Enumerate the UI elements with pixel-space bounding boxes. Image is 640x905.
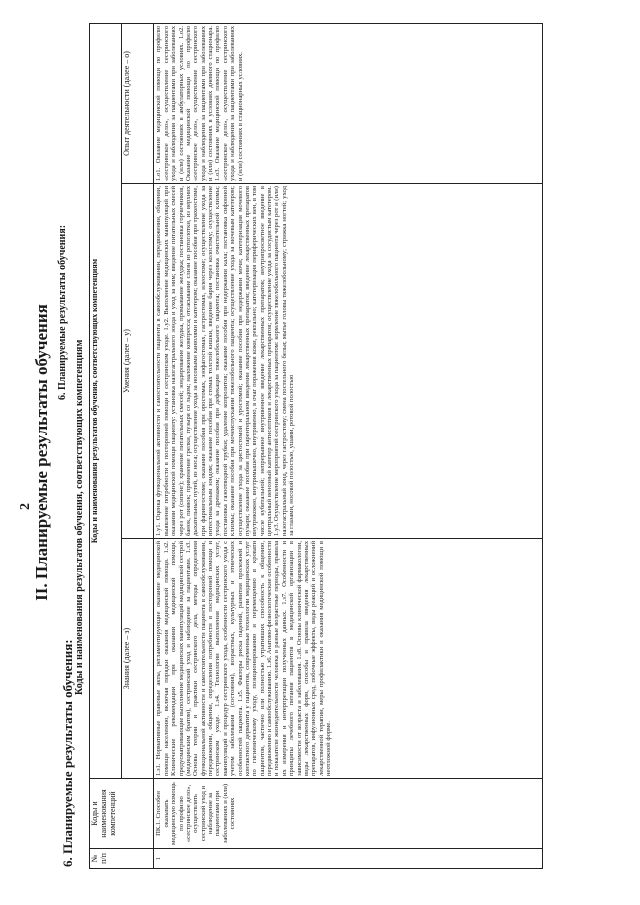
results-table — [89, 23, 543, 869]
header-knowledge: Знания (далее – з) — [122, 539, 154, 779]
row-num: 1 — [154, 849, 543, 869]
row-experience: 1.о1. Оказание медицинской помощи по профилю «сестринское дело», осуществление сестринского ухода и наблюдения за пациентами при заболеваниях и (или) состояниях в амбулаторных условиях. 1.о2. Оказание медицинской помощи по профилю «сестринское дело», осуществление сестринского ухода и наблюдения за пациентами при заболеваниях и (или) состояниях в условиях дневного стационара. 1.о3. Оказание медицинской помощи по профилю «сестринское дело», осуществление сестринского ухода и наблюдения за пациентами при заболеваниях и (или) состояниях в стационарных условиях. — [154, 23, 543, 183]
header-group: Коды и наименования результатов обучения, соответствующих компетенциям — [90, 23, 122, 778]
subsection-title-repeat: 6. Планируемые результаты обучения: — [57, 224, 68, 400]
row-competency: ПК.1. Способен оказывать медицинскую помощь по профилю «сестринское дело», осуществлять сестринский уход и наблюдение за пациентами при заболеваниях и (или) состояниях — [154, 779, 543, 849]
row-knowledge: 1.з1. Нормативные правовые акты, регламентирующие оказание медицинской помощи населению, включая порядки оказания медицинской помощи. 1.з2. Клинические рекомендации при оказании медицинской помощи, предусматривающие выполнение медицинских манипуляций медицинской сестрой (медицинским братом), сестринский уход и наблюдение за пациентами. 1.з3. Основы теории и практики сестринского дела, методы определения функциональной активности и самостоятельности пациента в самообслуживании, передвижении, общении, определения потребности в посторонней помощи и сестринском уходе. 1.з4. Технологии выполнения медицинских услуг, манипуляций и процедур сестринского ухода, особенности сестринского ухода с учетом заболевания (состояния), возрастных, культурных и этнических особенностей пациента. 1.з5. Факторы риска падений, развития пролежней и контактного дерматита у пациентов, современные технологии медицинских услуг по гигиеническому уходу, позиционированию и перемещению в кровати пациентов, частично или полностью утративших способность к общению, передвижению и самообслуживанию. 1.з6. Анатомо-физиологические особенности и показатели жизнедеятельности человека в разные возрастные периоды, правила их измерения и интерпретации полученных данных. 1.з7. Особенности и принципы лечебного питания пациентов в медицинской организации в зависимости от возраста и заболевания. 1.з8. Основы клинической фармакологии, виды лекарственных форм, способы и правила введения лекарственных препаратов, инфузионных сред, побочные эффекты, виды реакций и осложнений лекарственной терапии, меры профилактики и оказания медицинской помощи в неотложной форме. — [154, 539, 543, 779]
table-intro: Коды и наименования результатов обучения, соответствующих компетенциям — [74, 339, 85, 695]
page-number: 2 — [18, 503, 33, 510]
header-experience: Опыт деятельности (далее – о) — [122, 23, 154, 183]
subsection-title: 6. Планируемые результаты обучения: — [60, 639, 75, 867]
table-header-row — [90, 23, 122, 868]
row-skills: 1.у1. Оценка функциональной активности и самостоятельности пациента в самообслуживании, передвижении, общении, выявление потребности в посторонней помощи и сестринском уходе. 1.у2. Выполнение медицинских манипуляций при оказании медицинской помощи пациенту: установка назогастрального зонда и уход за ним; введение питательных смесей через рот (сипинг); хранение питательных смесей; зондирование желудка, промывание желудка; постановка горчичников, банок, пиявок; применение грелки, пузыря со льдом; наложение компресса; отсасывание слизи из ротоглотки, из верхних дыхательных путей, из носа; осуществление ухода за носовыми канюлями и катетером; оказание пособия при трахеостоме, при фарингостоме; оказание пособия при оростомах, эзофагостомах, гастростомах, илеостоме; осуществление ухода за интестинальным зондом; оказание пособия при стомах толстой кишки, введение бария через колостому; осуществление ухода за дренажом; оказание пособия при дефекации тяжелобольного пациента; постановка очистительной клизмы; постановка газоотводной трубки; удаление копролитов; оказание пособия при недержании кала; постановка сифонной клизмы; оказание пособия при мочеиспускании тяжелобольного пациента; осуществление ухода за мочевым катетером; осуществление ухода за цистостомой и уростомой; оказание пособия при недержании мочи; катетеризация мочевого пузыря; оказание пособия при парентеральном введении лекарственных препаратов; введение лекарственных препаратов внутрикожно, внутримышечно, внутривенно, в очаг поражения кожи, ректально; катетеризация периферических вен, в том числе кубитальной; непрерывное внутривенное введение лекарственных препаратов; внутрипросветное введение в центральный венозный катетер антисептиков и лекарственных препаратов; осуществление ухода за сосудистым катетером. 1.у3. Осуществление мероприятий сестринского ухода за пациентом: кормление тяжелобольного пациента через рот и (или) назогастральный зонд, через гастростому; смена постельного белья; мытье головы тяжелобольному; стрижка ногтей; уход за глазами, носовой полостью, ушами, ротовой полостью — [154, 184, 543, 539]
table-row — [154, 23, 543, 868]
header-skills: Умения (далее – у) — [122, 184, 154, 539]
header-num: № п/п — [90, 849, 154, 869]
section-title: II. Планируемые результаты обучения — [32, 304, 51, 601]
header-competency: Коды и наименования компетенций — [90, 779, 154, 849]
table-subheader-row — [122, 23, 154, 868]
